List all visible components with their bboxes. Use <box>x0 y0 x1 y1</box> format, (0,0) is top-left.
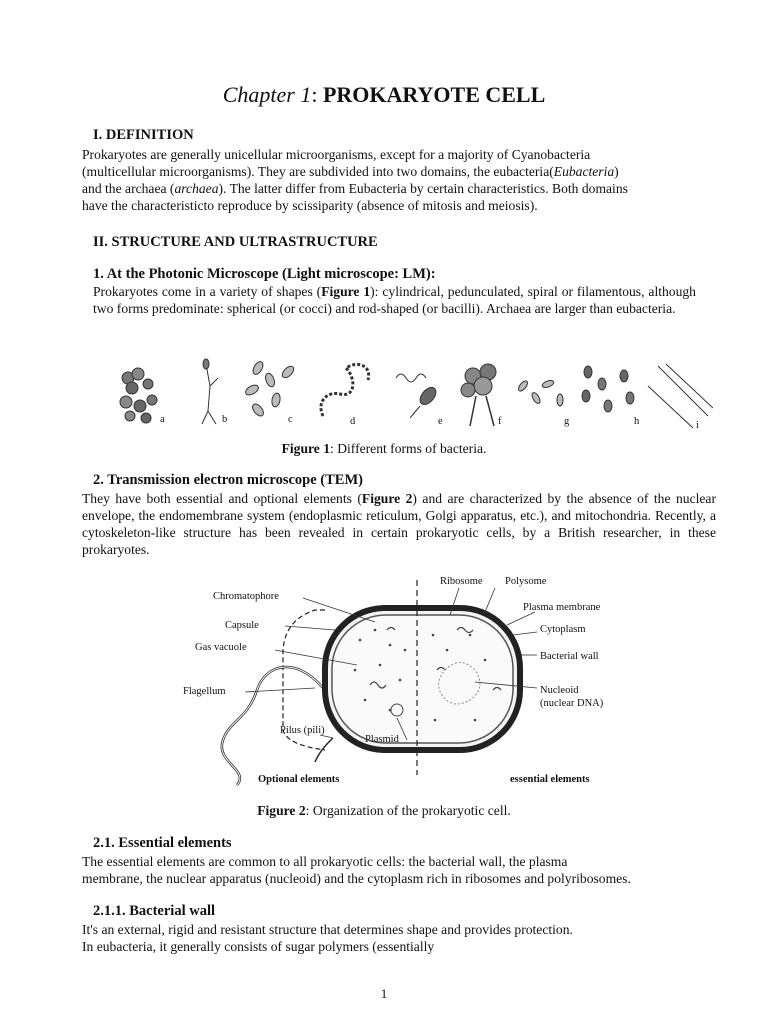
label-essential-elements: essential elements <box>510 774 590 785</box>
essential-elements-paragraph: The essential elements are common to all prokaryotic cells: the bacterial wall, the plasma membrane, the nuclear apparatus (nucleoid) and the cytoplasm rich in ribosomes and polyribosomes. <box>82 854 631 886</box>
cluster-stalk-drawing <box>461 364 496 426</box>
chapter-name: PROKARYOTE CELL <box>322 82 546 107</box>
svg-text:e: e <box>438 416 443 427</box>
definition-paragraph: Prokaryotes are generally unicellular microorganisms, except for a majority of Cyanobacteria (multicellular microorganisms). They are subdivided into two domains, the eubacteria(Eubacteria) and the archaea (archaea). The latter differ from Eubacteria by certain characteristics. Both domains have the characteristicto reproduce by scissiparity (absence of mitosis and meiosis). <box>82 147 628 213</box>
label-ribosome: Ribosome <box>440 576 483 587</box>
bacterial-wall-heading: 2.1.1. Bacterial wall <box>93 903 216 919</box>
oval-cells-drawing <box>582 366 634 412</box>
label-optional-elements: Optional elements <box>258 774 340 785</box>
plasma-membrane-drawing <box>332 615 513 743</box>
prokaryotic-cell-diagram <box>175 570 635 795</box>
photonic-paragraph: Prokaryotes come in a variety of shapes (Figure 1): cylindrical, pedunculated, spiral or filamentous, although two forms predominate: spherical (or cocci) and rod-shaped (or bacilli). Archaea are larger than eubacteria. <box>93 284 696 316</box>
rod-drawing <box>244 360 296 418</box>
filaments-drawing <box>648 364 713 428</box>
section-definition-heading: I. DEFINITION <box>93 127 194 143</box>
chapter-title: Chapter 1: PROKARYOTE CELL <box>222 82 546 107</box>
figure-2-caption: Figure 2: Organization of the prokaryotic cell. <box>257 803 511 818</box>
label-plasma-membrane: Plasma membrane <box>523 602 601 613</box>
photonic-microscope-heading: 1. At the Photonic Microscope (Light microscope: LM): <box>93 266 436 282</box>
label-capsule: Capsule <box>225 620 259 631</box>
label-plasmid: Plasmid <box>365 734 399 745</box>
page-number: 1 <box>380 986 388 1001</box>
tem-heading: 2. Transmission electron microscope (TEM) <box>93 472 363 488</box>
svg-text:g: g <box>564 416 570 427</box>
chapter-number: Chapter 1 <box>222 82 312 107</box>
label-chromatophore: Chromatophore <box>213 591 279 602</box>
tem-paragraph: They have both essential and optional elements (Figure 2) and are characterized by the absence of the nuclear envelope, the endomembrane system (endoplasmic reticulum, Golgi apparatus, etc.), and mitochondria. Recently, a cytoskeleton-like structure has been revealed in certain prokaryotic cells, by a British researcher, in these prokaryotes. <box>82 491 716 557</box>
svg-text:d: d <box>350 416 356 427</box>
chain-drawing <box>321 364 369 416</box>
figure-1-caption: Figure 1: Different forms of bacteria. <box>281 441 487 456</box>
bacterial-wall-paragraph: It's an external, rigid and resistant structure that determines shape and provides protection. In eubacteria, it generally consists of sugar polymers (essentially <box>82 922 573 954</box>
label-gas-vacuole: Gas vacuole <box>195 642 247 653</box>
label-nucleoid: Nucleoid <box>540 685 579 696</box>
short-rods-drawing <box>517 379 563 406</box>
cocci-cluster-drawing <box>120 368 157 423</box>
section-structure-heading: II. STRUCTURE AND ULTRASTRUCTURE <box>93 234 378 250</box>
essential-elements-heading: 2.1. Essential elements <box>93 835 232 851</box>
svg-text:i: i <box>696 420 699 431</box>
bacteria-forms-figure <box>118 356 713 431</box>
label-pilus: Pilus (pili) <box>280 725 325 736</box>
svg-text:f: f <box>498 416 502 427</box>
label-cytoplasm: Cytoplasm <box>540 624 586 635</box>
label-polysome: Polysome <box>505 576 547 587</box>
label-flagellum: Flagellum <box>183 686 226 697</box>
svg-text:a: a <box>160 414 165 425</box>
svg-text:c: c <box>288 414 293 425</box>
pedunculated-drawing <box>202 359 218 424</box>
svg-text:h: h <box>634 416 640 427</box>
label-nuclear-dna: (nuclear DNA) <box>540 698 604 709</box>
svg-text:b: b <box>222 414 228 425</box>
label-bacterial-wall: Bacterial wall <box>540 651 599 662</box>
spirillum-drawing <box>396 374 439 418</box>
